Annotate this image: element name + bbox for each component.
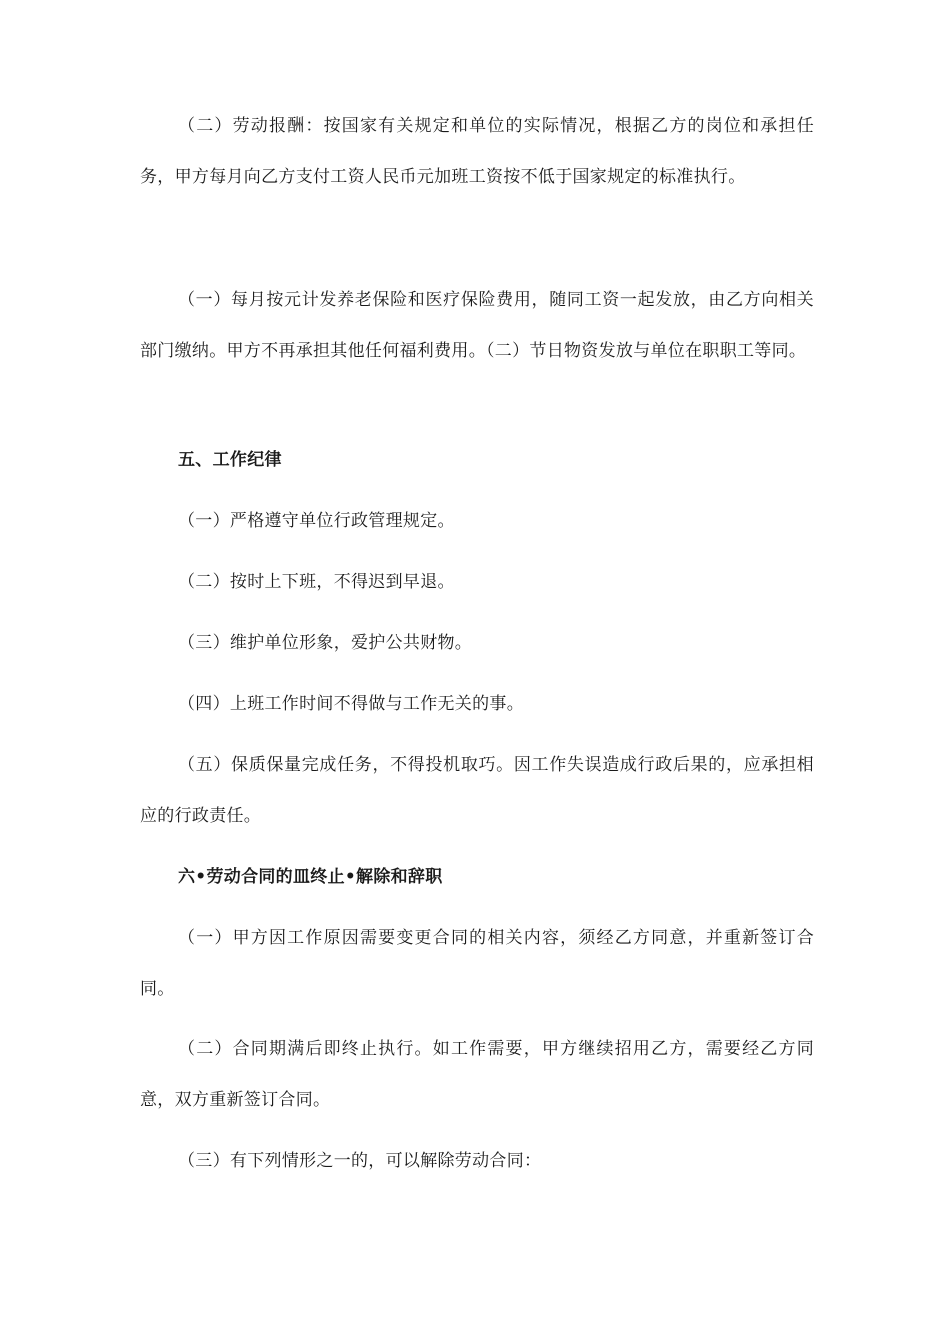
paragraph-insurance: （一）每月按元计发养老保险和医疗保险费用，随同工资一起发放，由乙方向相关部门缴纳。甲方不再承担其他任何福利费用。（二）节日物资发放与单位在职职工等同。 — [140, 290, 814, 361]
paragraph-labor-pay: （二）劳动报酬：按国家有关规定和单位的实际情况，根据乙方的岗位和承担任务，甲方每月向乙方支付工资人民币元加班工资按不低于国家规定的标准执行。 — [140, 116, 814, 187]
paragraph-termination-2: （二）合同期满后即终止执行。如工作需要，甲方继续招用乙方，需要经乙方同意，双方重新签订合同。 — [140, 1039, 814, 1110]
paragraph-discipline-3: （三）维护单位形象，爱护公共财物。 — [178, 633, 473, 653]
heading-work-discipline: 五、工作纪律 — [178, 450, 282, 470]
paragraph-discipline-5: （五）保质保量完成任务，不得投机取巧。因工作失误造成行政后果的，应承担相应的行政责任。 — [140, 755, 814, 826]
paragraph-discipline-1: （一）严格遵守单位行政管理规定。 — [178, 511, 455, 531]
paragraph-discipline-4: （四）上班工作时间不得做与工作无关的事。 — [178, 694, 524, 714]
heading-contract-termination: 六•劳动合同的皿终止•解除和辞职 — [178, 867, 443, 887]
paragraph-termination-1: （一）甲方因工作原因需要变更合同的相关内容，须经乙方同意，并重新签订合同。 — [140, 928, 814, 999]
paragraph-termination-3: （三）有下列情形之一的，可以解除劳动合同： — [178, 1151, 542, 1171]
paragraph-discipline-2: （二）按时上下班，不得迟到早退。 — [178, 572, 455, 592]
